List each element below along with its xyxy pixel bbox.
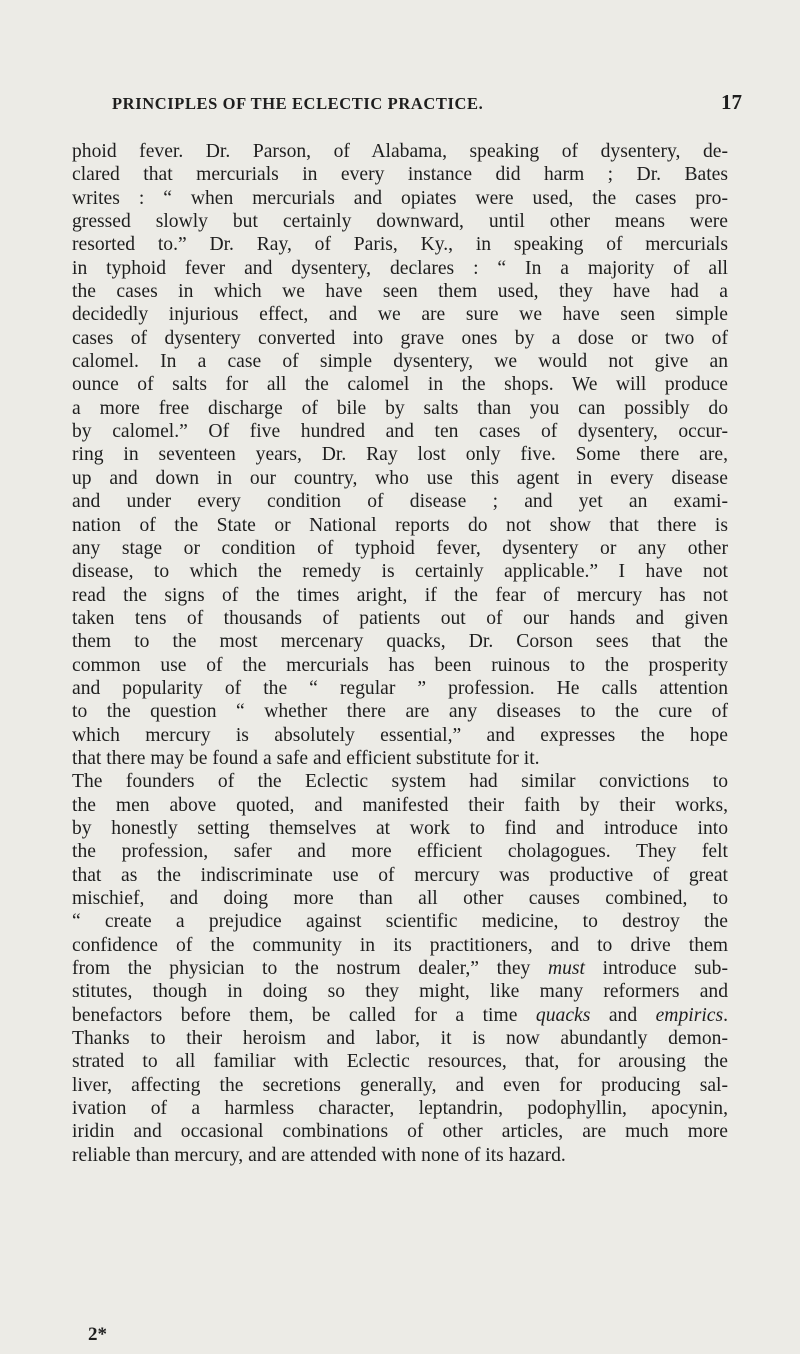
text-line: by calomel.” Of five hundred and ten cases of dysentery, occur- [72, 421, 728, 443]
emphasis-quacks: quacks [535, 1004, 591, 1026]
text-line: calomel. In a case of simple dysentery, we would not give an [72, 351, 728, 373]
text-line: ring in seventeen years, Dr. Ray lost only five. Some there are, [72, 444, 728, 466]
text-line: decidedly injurious effect, and we are sure we have seen simple [72, 304, 728, 326]
text-line: the profession, safer and more efficient cholagogues. They felt [72, 841, 728, 863]
text-line: resorted to.” Dr. Ray, of Paris, Ky., in speaking of mercurials [72, 234, 728, 256]
text-line: the cases in which we have seen them used, they have had a [72, 281, 728, 303]
text-line: phoid fever. Dr. Parson, of Alabama, speaking of dysentery, de- [72, 141, 728, 162]
text-segment: introduce sub- [585, 958, 728, 980]
text-line: and under every condition of disease ; and yet an exami- [72, 491, 728, 513]
text-line: confidence of the community in its practitioners, and to drive them [72, 934, 728, 956]
text-line-mixed [72, 1004, 728, 1027]
text-line: taken tens of thousands of patients out of our hands and given [72, 607, 728, 629]
text-line: The founders of the Eclectic system had similar convictions to [72, 771, 728, 793]
text-line: stitutes, though in doing so they might, like many reformers and [72, 981, 728, 1003]
page-number: 17 [721, 90, 742, 114]
text-line: them to the most mercenary quacks, Dr. Corson sees that the [72, 631, 728, 653]
text-line: disease, to which the remedy is certainly applicable.” I have not [72, 561, 728, 583]
text-line: “ create a prejudice against scientific medicine, to destroy the [72, 911, 728, 933]
text-line: and popularity of the “ regular ” profession. He calls attention [72, 677, 728, 699]
emphasis-empirics: empirics [655, 1004, 724, 1026]
running-head: PRINCIPLES OF THE ECLECTIC PRACTICE. [112, 94, 484, 113]
body-text [72, 140, 728, 1167]
text-line: to the question “ whether there are any diseases to the cure of [72, 701, 728, 723]
text-line: read the signs of the times aright, if the fear of mercury has not [72, 584, 728, 606]
text-segment: and [590, 1004, 656, 1026]
text-line: that there may be found a safe and efficient substitute for it. [72, 747, 540, 769]
text-line: the men above quoted, and manifested their faith by their works, [72, 794, 728, 816]
text-line: strated to all familiar with Eclectic resources, that, for arousing the [72, 1051, 728, 1073]
page-header [112, 90, 742, 122]
text-segment: from the physician to the nostrum dealer,” they [72, 958, 531, 980]
text-line: iridin and occasional combinations of other articles, are much more [72, 1121, 728, 1143]
text-line: cases of dysentery converted into grave ones by a dose or two of [72, 327, 728, 349]
text-segment: benefactors before them, be called for a time [72, 1004, 518, 1026]
text-line: a more free discharge of bile by salts than you can possibly do [72, 397, 728, 419]
text-line: by honestly setting themselves at work to find and introduce into [72, 817, 728, 839]
text-line: mischief, and doing more than all other causes combined, to [72, 888, 728, 909]
text-line: common use of the mercurials has been ruinous to the prosperity [72, 654, 728, 676]
text-line: writes : “ when mercurials and opiates were used, the cases pro- [72, 187, 728, 209]
text-line: that as the indiscriminate use of mercury was productive of great [72, 864, 728, 886]
text-line: gressed slowly but certainly downward, until other means were [72, 211, 728, 233]
text-line: any stage or condition of typhoid fever, dysentery or any other [72, 537, 728, 559]
text-line: nation of the State or National reports do not show that there is [72, 514, 728, 536]
text-line: which mercury is absolutely essential,” and expresses the hope [72, 724, 728, 746]
text-line: clared that mercurials in every instance did harm ; Dr. Bates [72, 164, 728, 186]
text-line: in typhoid fever and dysentery, declares : “ In a majority of all [72, 257, 728, 279]
emphasis-must: must [547, 958, 585, 980]
text-line: reliable than mercury, and are attended with none of its hazard. [72, 1144, 566, 1166]
text-line: up and down in our country, who use this agent in every disease [72, 467, 728, 489]
text-segment: . [723, 1004, 728, 1026]
signature-mark: 2* [88, 1324, 107, 1345]
text-line-mixed [72, 957, 728, 980]
text-line: ivation of a harmless character, leptandrin, podophyllin, apocynin, [72, 1098, 728, 1120]
text-line: Thanks to their heroism and labor, it is now abundantly demon- [72, 1028, 728, 1050]
text-line: liver, affecting the secretions generally, and even for producing sal- [72, 1074, 728, 1096]
text-line: ounce of salts for all the calomel in the shops. We will produce [72, 374, 728, 396]
